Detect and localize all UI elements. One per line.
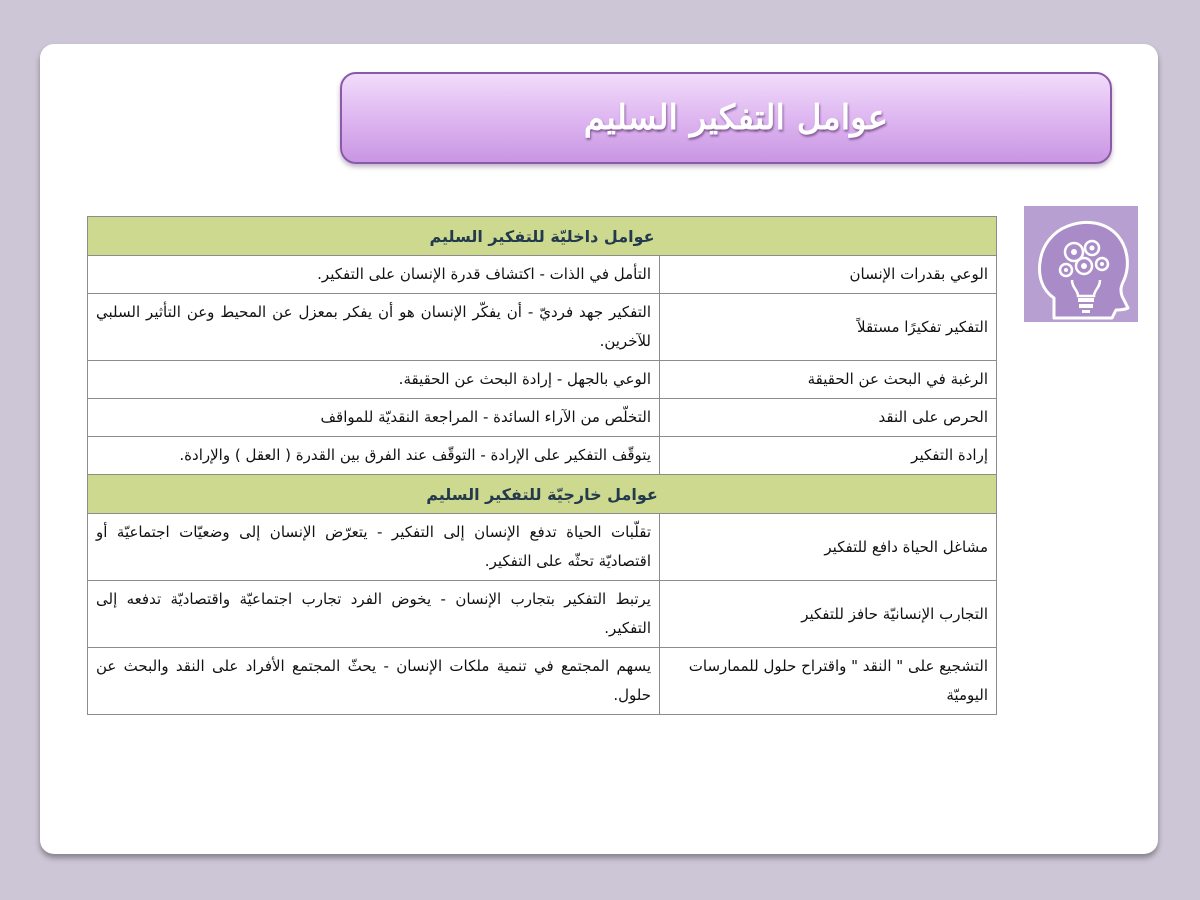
section-heading: عوامل داخليّة للتفكير السليم — [88, 217, 997, 256]
table-row — [88, 361, 997, 399]
description-cell: يرتبط التفكير بتجارب الإنسان - يخوض الفرد تجارب اجتماعيّة واقتصاديّة تدفعه إلى التفكير. — [88, 581, 660, 648]
table-row — [88, 514, 997, 581]
description-cell: تقلّبات الحياة تدفع الإنسان إلى التفكير - يتعرّض الإنسان إلى وضعيّات اجتماعيّة أو اقتصاديّة تحثّه على التفكير. — [88, 514, 660, 581]
table-row — [88, 437, 997, 475]
description-cell: التخلّص من الآراء السائدة - المراجعة النقديّة للمواقف — [88, 399, 660, 437]
factors-table — [87, 216, 997, 715]
head-silhouette-icon — [1024, 206, 1138, 322]
section-header-internal — [88, 217, 997, 256]
section-heading: عوامل خارجيّة للتفكير السليم — [88, 475, 997, 514]
factor-cell: الرغبة في البحث عن الحقيقة — [660, 361, 997, 399]
factor-cell: التجارب الإنسانيّة حافز للتفكير — [660, 581, 997, 648]
title-banner — [340, 72, 1112, 164]
factor-cell: التشجيع على " النقد " واقتراح حلول للممارسات اليوميّة — [660, 648, 997, 715]
factor-cell: مشاغل الحياة دافع للتفكير — [660, 514, 997, 581]
factor-cell: الوعي بقدرات الإنسان — [660, 256, 997, 294]
description-cell: التفكير جهد فرديّ - أن يفكّر الإنسان هو أن يفكر بمعزل عن المحيط وعن التأثير السلبي للآخرين. — [88, 294, 660, 361]
table-row — [88, 399, 997, 437]
slide-title: عوامل التفكير السليم — [583, 98, 888, 138]
factor-cell: التفكير تفكيرًا مستقلاً — [660, 294, 997, 361]
section-header-external — [88, 475, 997, 514]
description-cell: يتوقّف التفكير على الإرادة - التوقّف عند الفرق بين القدرة ( العقل ) والإرادة. — [88, 437, 660, 475]
head-lightbulb-gears-icon — [1024, 206, 1138, 322]
description-cell: التأمل في الذات - اكتشاف قدرة الإنسان على التفكير. — [88, 256, 660, 294]
table-row — [88, 648, 997, 715]
table-row — [88, 256, 997, 294]
factor-cell: إرادة التفكير — [660, 437, 997, 475]
table-row — [88, 581, 997, 648]
factor-cell: الحرص على النقد — [660, 399, 997, 437]
description-cell: يسهم المجتمع في تنمية ملكات الإنسان - يحثّ المجتمع الأفراد على النقد والبحث عن حلول. — [88, 648, 660, 715]
slide — [40, 44, 1158, 854]
table-row — [88, 294, 997, 361]
description-cell: الوعي بالجهل - إرادة البحث عن الحقيقة. — [88, 361, 660, 399]
